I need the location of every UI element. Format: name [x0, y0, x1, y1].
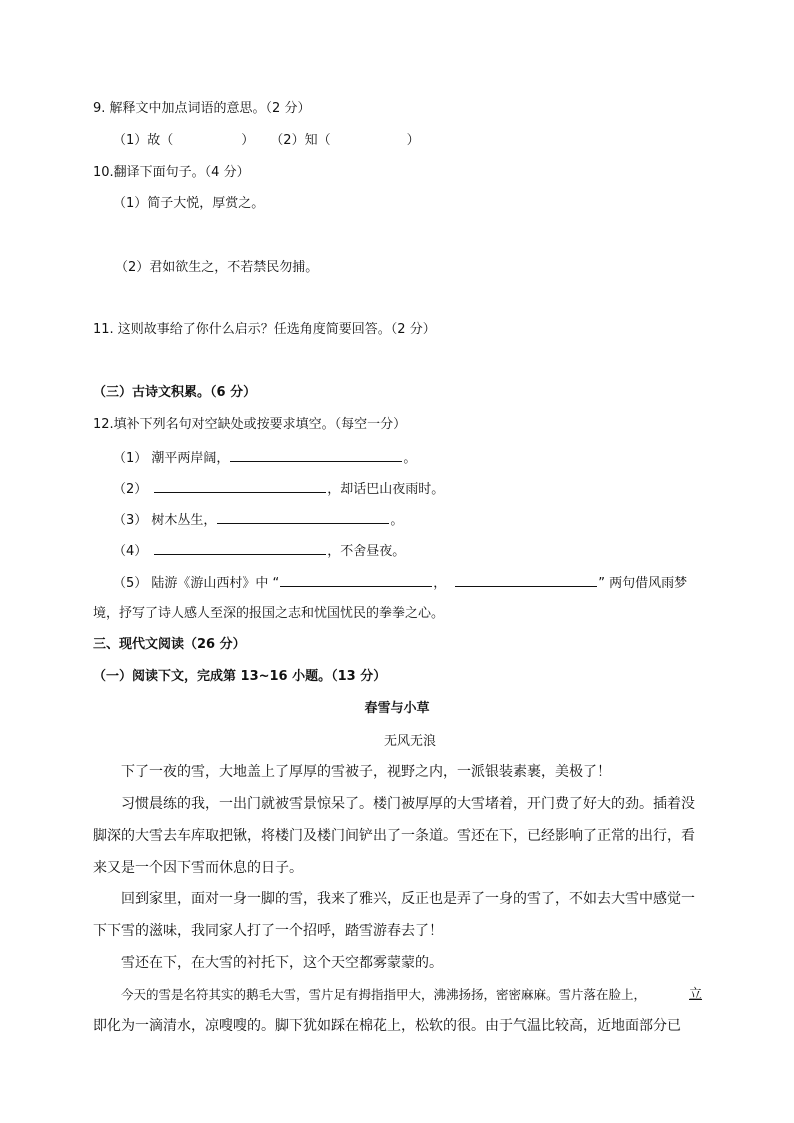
answer-blank[interactable] — [280, 574, 432, 587]
article-paragraph-5-line-1-end: 立 — [689, 987, 703, 1002]
q12-item-3-pre: （3） 树木丛生， — [113, 513, 217, 528]
part3-heading: 三、现代文阅读（26 分） — [93, 637, 246, 652]
answer-blank[interactable] — [154, 542, 326, 555]
answer-blank[interactable] — [154, 480, 326, 493]
article-author: 无风无浪 — [384, 734, 437, 749]
q12-item-3-post: 。 — [390, 513, 404, 528]
section3-heading: （三）古诗文积累。（6 分） — [93, 385, 257, 400]
q12-item-2-post: ，却话巴山夜雨时。 — [327, 482, 445, 497]
answer-blank[interactable] — [455, 574, 597, 587]
q12-item-1-pre: （1） 潮平两岸阔， — [113, 451, 230, 466]
q12-item-4-pre: （4） — [113, 544, 148, 559]
q9-items — [113, 132, 420, 150]
q12-item-1 — [113, 449, 416, 468]
article-paragraph-2-line-3: 来又是一个因下雪而休息的日子。 — [93, 860, 303, 876]
article-paragraph-3-line-2: 下下雪的滋味，我同家人打了一个招呼，踏雪游春去了！ — [93, 923, 443, 939]
q12-item-5 — [113, 574, 687, 593]
q12-item-5-mid: ， — [433, 576, 447, 591]
q9-item2-close: ） — [406, 133, 420, 148]
article-paragraph-3-line-1: 回到家里，面对一身一脚的雪，我来了雅兴，反正也是弄了一身的雪了，不如去大雪中感觉一 — [121, 891, 695, 907]
q12-item-2-pre: （2） — [113, 482, 148, 497]
article-paragraph-4: 雪还在下，在大雪的衬托下，这个天空都雾蒙蒙的。 — [121, 955, 443, 971]
q9-item1-close: ） — [241, 133, 255, 148]
article-paragraph-2-line-1: 习惯晨练的我，一出门就被雪景惊呆了。楼门被厚厚的大雪堵着，开门费了好大的劲。插着没 — [121, 796, 695, 812]
q10-sentence-2: （2）君如欲生之，不若禁民勿捕。 — [115, 260, 319, 275]
answer-blank[interactable] — [217, 511, 389, 524]
q12-item-4-post: ，不舍昼夜。 — [327, 544, 406, 559]
part3-subheading: （一）阅读下文，完成第 13~16 小题。（13 分） — [93, 669, 387, 684]
article-paragraph-2-line-2: 脚深的大雪去车库取把锹，将楼门及楼门间铲出了一条道。雪还在下，已经影响了正常的出行，看 — [93, 828, 695, 844]
q12-item-5-pre: （5） 陆游《游山西村》中 “ — [113, 576, 280, 591]
q10-prompt: 10.翻译下面句子。（4 分） — [93, 165, 250, 180]
q12-item-2 — [113, 480, 444, 499]
q12-item-5-continued: 境，抒写了诗人感人至深的报国之志和忧国忧民的拳拳之心。 — [93, 606, 445, 621]
article-paragraph-1: 下了一夜的雪，大地盖上了厚厚的雪被子，视野之内，一派银装素裹，美极了！ — [121, 764, 611, 780]
q9-item1-label: （1）故（ — [113, 133, 174, 148]
article-paragraph-5-line-1: 今天的雪是名符其实的鹅毛大雪，雪片足有拇指指甲大，沸沸扬扬，密密麻麻。雪片落在脸上， — [121, 987, 647, 1002]
q12-item-3 — [113, 511, 403, 530]
q12-item-1-post: 。 — [403, 451, 417, 466]
article-paragraph-5-line-2: 即化为一滴清水，凉嗖嗖的。脚下犹如踩在棉花上，松软的很。由于气温比较高，近地面部分已 — [93, 1018, 681, 1034]
q11-prompt: 11. 这则故事给了你什么启示？任选角度简要回答。（2 分） — [93, 322, 436, 337]
q9-prompt: 9. 解释文中加点词语的意思。（2 分） — [93, 101, 311, 116]
answer-blank[interactable] — [230, 449, 402, 462]
q10-sentence-1: （1）简子大悦，厚赏之。 — [113, 196, 265, 211]
q12-item-4 — [113, 542, 405, 561]
q9-item2-label: （2）知（ — [270, 133, 331, 148]
q12-prompt: 12.填补下列名句对空缺处或按要求填空。（每空一分） — [93, 417, 407, 432]
q12-item-5-post: ” 两句借风雨梦 — [598, 576, 688, 591]
article-title: 春雪与小草 — [364, 701, 430, 716]
